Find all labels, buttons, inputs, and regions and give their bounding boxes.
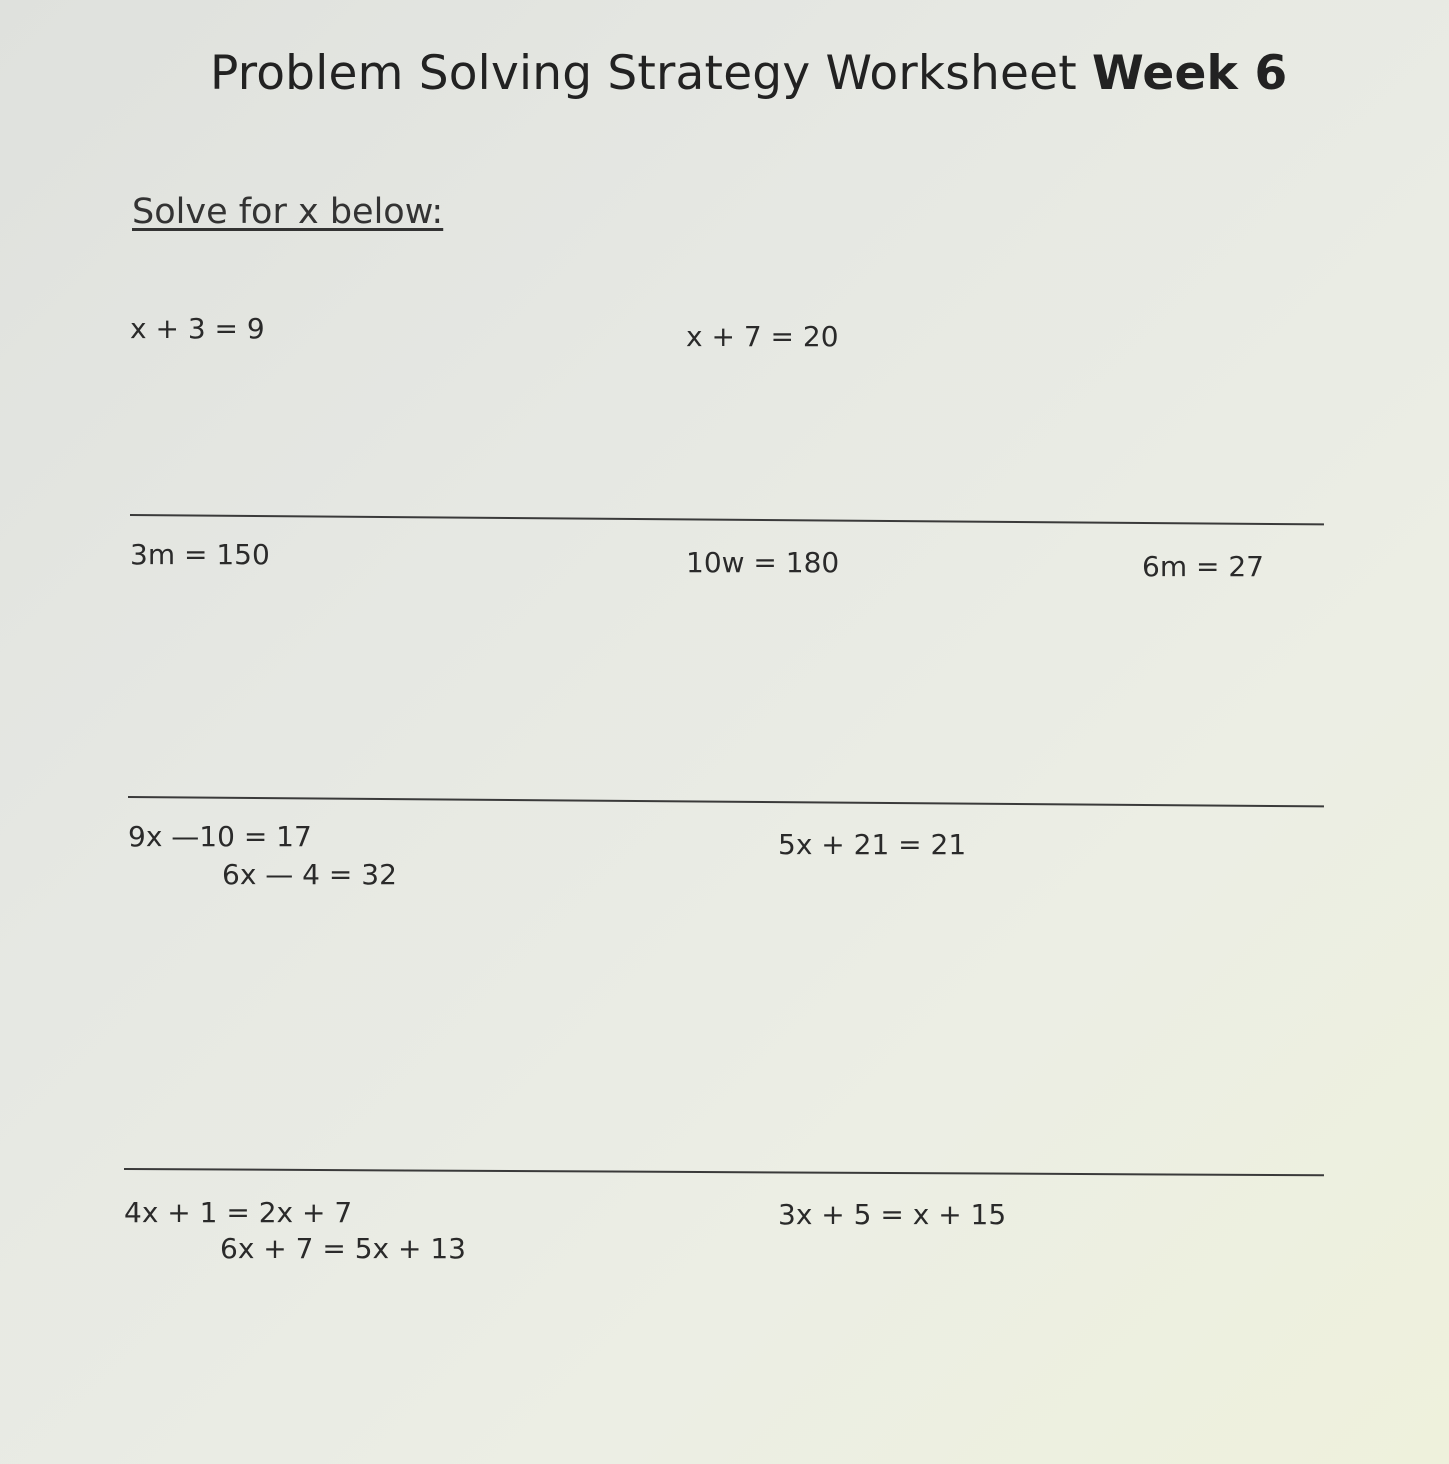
problem-9: 4x + 1 = 2x + 7 [124, 1196, 353, 1229]
instruction-heading: Solve for x below: [132, 192, 444, 232]
problem-4: 10w = 180 [686, 546, 840, 579]
problem-6: 9x —10 = 17 [128, 820, 312, 853]
divider-line-1 [130, 514, 1324, 525]
problem-5: 6m = 27 [1142, 550, 1264, 583]
problem-10: 6x + 7 = 5x + 13 [220, 1232, 466, 1265]
title-main: Problem Solving Strategy Worksheet [210, 46, 1077, 101]
problem-11: 3x + 5 = x + 15 [778, 1198, 1007, 1231]
divider-line-2 [128, 796, 1324, 807]
problem-3: 3m = 150 [130, 538, 270, 571]
problem-7: 6x — 4 = 32 [222, 858, 397, 891]
problem-2: x + 7 = 20 [686, 320, 839, 353]
divider-line-3 [124, 1168, 1324, 1176]
title-week: Week 6 [1092, 46, 1288, 101]
problem-1: x + 3 = 9 [130, 312, 265, 345]
problem-8: 5x + 21 = 21 [778, 828, 967, 861]
worksheet-title [210, 46, 1287, 101]
